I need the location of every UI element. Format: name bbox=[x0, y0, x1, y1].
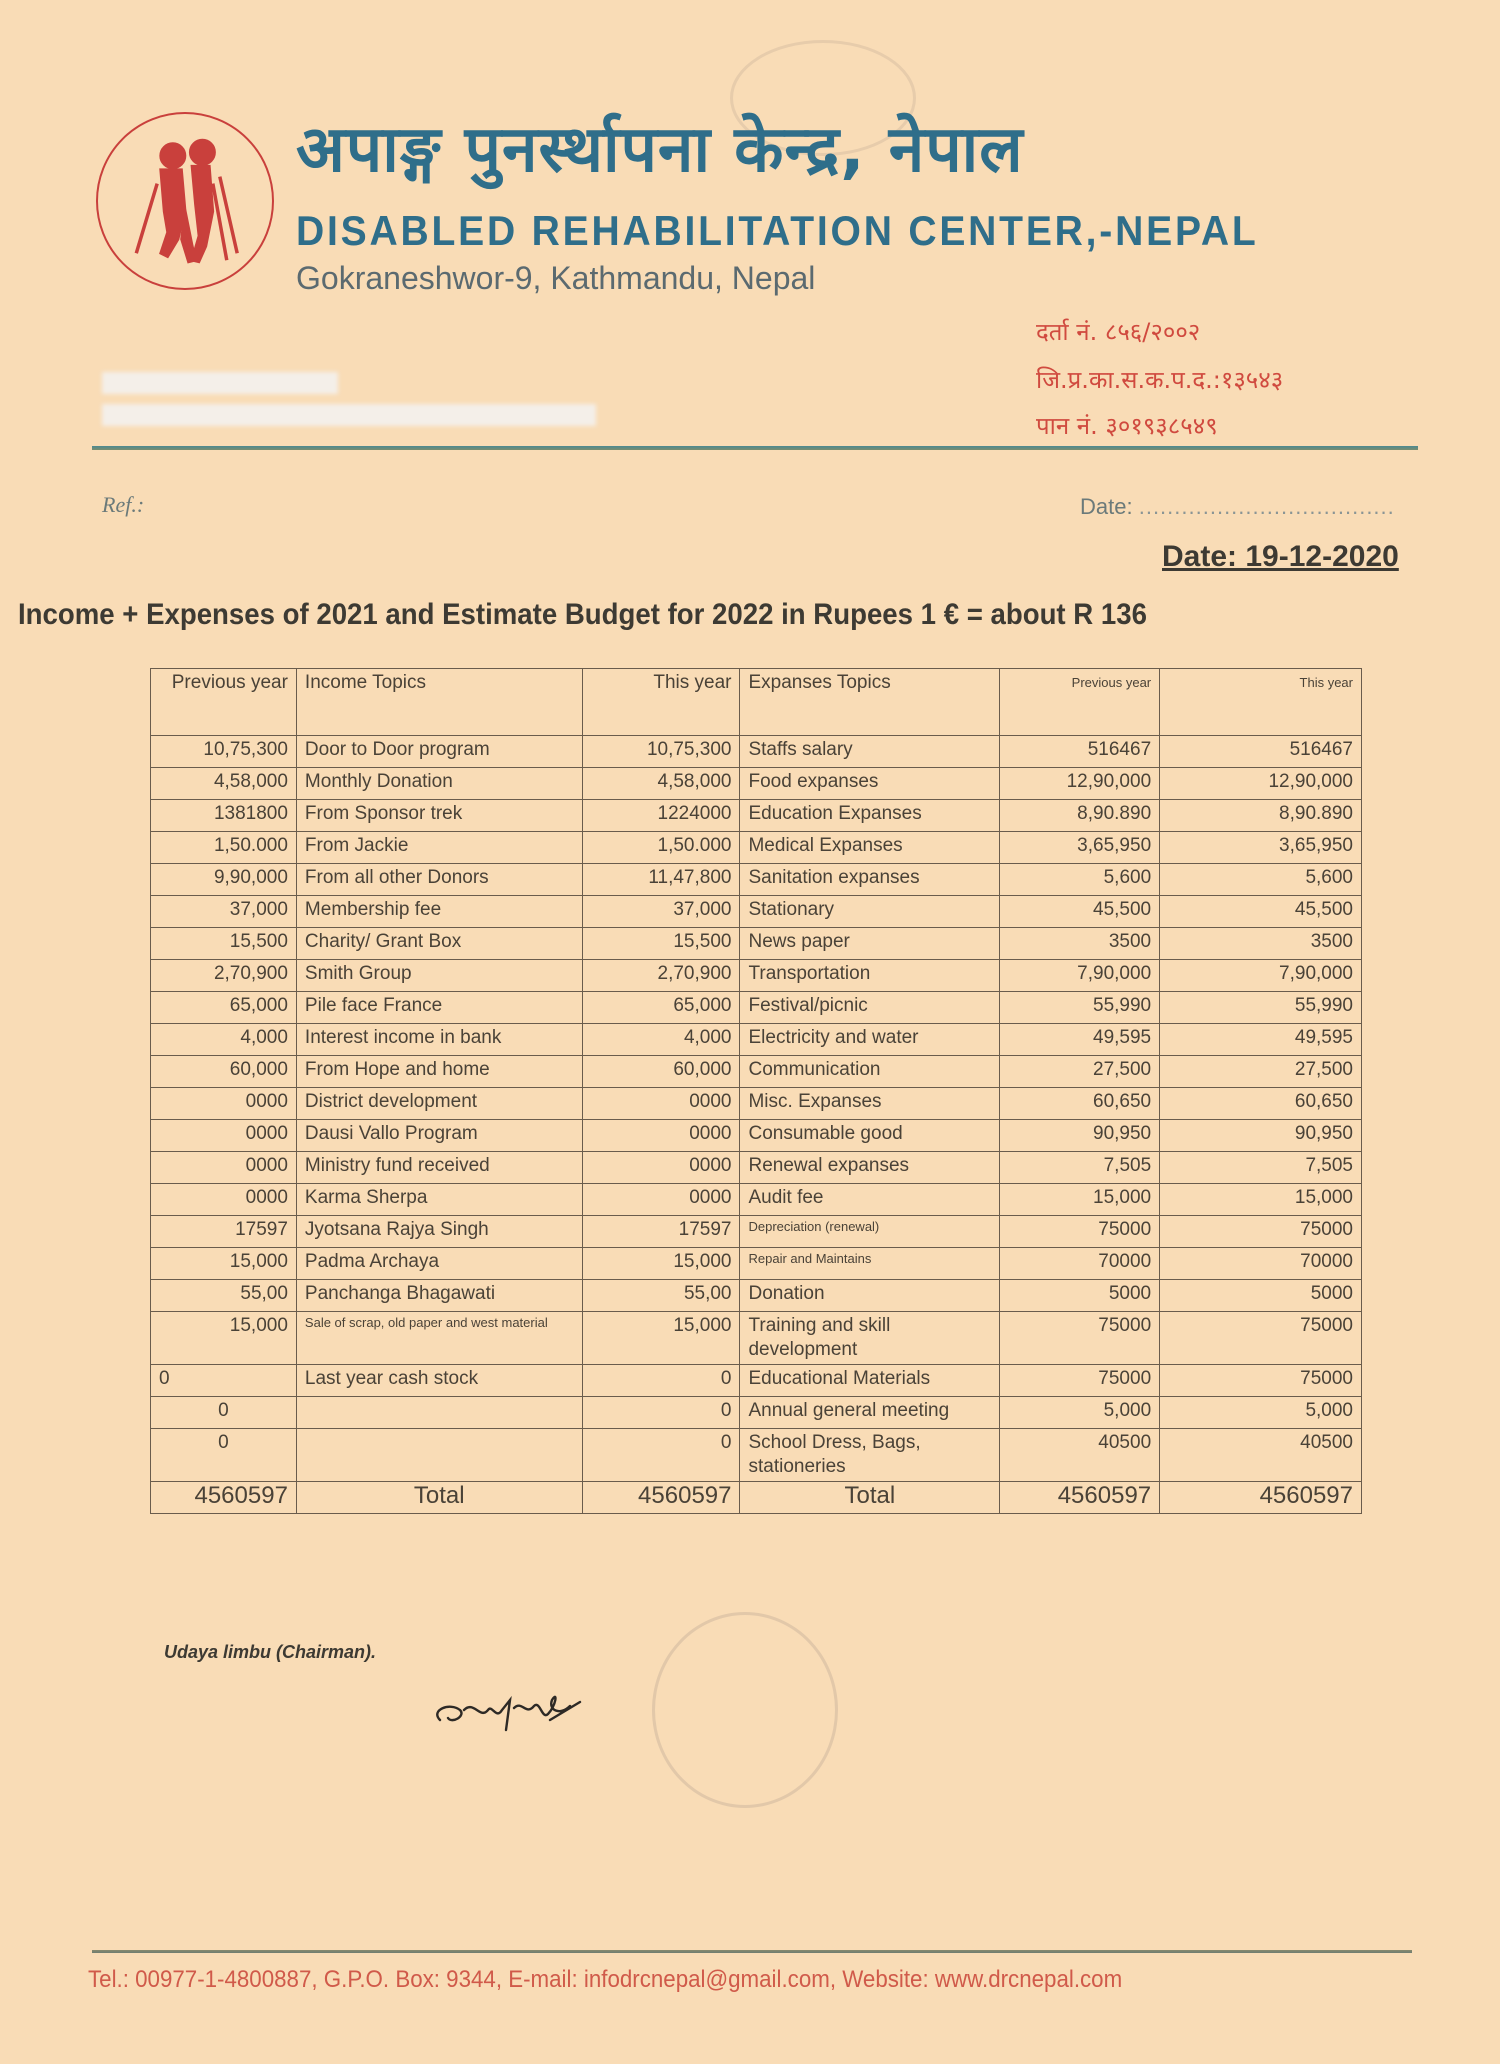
cell-income-this-year: 0000 bbox=[582, 1088, 740, 1120]
table-row bbox=[151, 736, 1362, 768]
cell-expense-this-year: 75000 bbox=[1160, 1216, 1362, 1248]
table-row bbox=[151, 896, 1362, 928]
cell-income-topic: Interest income in bank bbox=[296, 1024, 582, 1056]
cell-income-previous-year: 0 bbox=[151, 1397, 297, 1429]
cell-income-previous-year: 15,000 bbox=[151, 1248, 297, 1280]
cell-income-this-year: 55,00 bbox=[582, 1280, 740, 1312]
registration-line: जि.प्र.का.स.क.प.द.:१३५४३ bbox=[1036, 366, 1284, 394]
cell-income-previous-year: 65,000 bbox=[151, 992, 297, 1024]
cell-expense-this-year: 5000 bbox=[1160, 1280, 1362, 1312]
cell-expense-this-year: 49,595 bbox=[1160, 1024, 1362, 1056]
cell-expense-topic: Training and skill development bbox=[740, 1312, 1000, 1365]
cell-expense-this-year: 40500 bbox=[1160, 1429, 1362, 1482]
footer-contact: Tel.: 00977-1-4800887, G.P.O. Box: 9344, E-mail: infodrcnepal@gmail.com, Website: www.drcnepal.com bbox=[88, 1966, 1123, 1993]
cell-income-previous-year: 0 bbox=[151, 1429, 297, 1482]
cell-expense-topic: News paper bbox=[740, 928, 1000, 960]
table-row bbox=[151, 1152, 1362, 1184]
cell-expense-previous-year: 8,90.890 bbox=[1000, 800, 1160, 832]
cell-expense-topic: Sanitation expanses bbox=[740, 864, 1000, 896]
cell-expense-this-year: 70000 bbox=[1160, 1248, 1362, 1280]
faint-organization-stamp bbox=[652, 1612, 838, 1808]
cell-expense-previous-year: 70000 bbox=[1000, 1248, 1160, 1280]
cell-expense-this-year: 12,90,000 bbox=[1160, 768, 1362, 800]
cell-expense-previous-year: 45,500 bbox=[1000, 896, 1160, 928]
cell-expense-previous-year: 3500 bbox=[1000, 928, 1160, 960]
cell-income-this-year: 0000 bbox=[582, 1184, 740, 1216]
header-expenses-this-year: This year bbox=[1160, 669, 1362, 736]
cell-expense-this-year: 55,990 bbox=[1160, 992, 1362, 1024]
cell-expense-previous-year: 75000 bbox=[1000, 1365, 1160, 1397]
cell-income-topic: Padma Archaya bbox=[296, 1248, 582, 1280]
cell-expense-topic: Food expanses bbox=[740, 768, 1000, 800]
cell-income-this-year: 10,75,300 bbox=[582, 736, 740, 768]
cell-income-previous-year: 0000 bbox=[151, 1152, 297, 1184]
table-row bbox=[151, 1024, 1362, 1056]
cell-income-topic: From all other Donors bbox=[296, 864, 582, 896]
total-income-label: Total bbox=[296, 1482, 582, 1514]
cell-income-previous-year: 15,500 bbox=[151, 928, 297, 960]
cell-income-topic: Pile face France bbox=[296, 992, 582, 1024]
cell-expense-previous-year: 5,600 bbox=[1000, 864, 1160, 896]
cell-income-previous-year: 17597 bbox=[151, 1216, 297, 1248]
table-row bbox=[151, 1216, 1362, 1248]
cell-expense-previous-year: 3,65,950 bbox=[1000, 832, 1160, 864]
cell-income-topic: Karma Sherpa bbox=[296, 1184, 582, 1216]
cell-income-topic: From Jackie bbox=[296, 832, 582, 864]
handwritten-signature-icon bbox=[430, 1680, 600, 1755]
total-income-this: 4560597 bbox=[582, 1482, 740, 1514]
header-income-topics: Income Topics bbox=[296, 669, 582, 736]
cell-income-topic: Panchanga Bhagawati bbox=[296, 1280, 582, 1312]
table-row bbox=[151, 928, 1362, 960]
cell-expense-this-year: 3,65,950 bbox=[1160, 832, 1362, 864]
cell-income-this-year: 15,000 bbox=[582, 1312, 740, 1365]
cell-expense-previous-year: 7,90,000 bbox=[1000, 960, 1160, 992]
cell-expense-previous-year: 40500 bbox=[1000, 1429, 1160, 1482]
header-income-this-year: This year bbox=[582, 669, 740, 736]
cell-expense-topic: Staffs salary bbox=[740, 736, 1000, 768]
table-row bbox=[151, 1397, 1362, 1429]
cell-expense-topic: Depreciation (renewal) bbox=[740, 1216, 1000, 1248]
cell-income-topic: Ministry fund received bbox=[296, 1152, 582, 1184]
cell-income-this-year: 0000 bbox=[582, 1120, 740, 1152]
cell-expense-previous-year: 27,500 bbox=[1000, 1056, 1160, 1088]
table-header-row bbox=[151, 669, 1362, 736]
table-row bbox=[151, 1248, 1362, 1280]
table-row bbox=[151, 864, 1362, 896]
table-row bbox=[151, 1312, 1362, 1365]
table-row bbox=[151, 768, 1362, 800]
cell-expense-topic: Consumable good bbox=[740, 1120, 1000, 1152]
cell-income-previous-year: 0000 bbox=[151, 1088, 297, 1120]
table-row bbox=[151, 1056, 1362, 1088]
chairman-name: Udaya limbu (Chairman). bbox=[164, 1642, 377, 1662]
org-name-nepali: अपाङ्ग पुनर्स्थापना केन्द्र, नेपाल bbox=[296, 113, 1024, 187]
budget-table bbox=[150, 668, 1362, 1514]
cell-expense-this-year: 60,650 bbox=[1160, 1088, 1362, 1120]
cell-income-topic: Dausi Vallo Program bbox=[296, 1120, 582, 1152]
cell-income-topic: District development bbox=[296, 1088, 582, 1120]
cell-expense-topic: Stationary bbox=[740, 896, 1000, 928]
cell-expense-this-year: 8,90.890 bbox=[1160, 800, 1362, 832]
cell-income-this-year: 60,000 bbox=[582, 1056, 740, 1088]
cell-expense-previous-year: 5,000 bbox=[1000, 1397, 1160, 1429]
registration-line: दर्ता नं. ८५६/२००२ bbox=[1036, 318, 1201, 346]
cell-income-topic bbox=[296, 1429, 582, 1482]
cell-income-previous-year: 1381800 bbox=[151, 800, 297, 832]
cell-income-previous-year: 0000 bbox=[151, 1120, 297, 1152]
cell-expense-previous-year: 49,595 bbox=[1000, 1024, 1160, 1056]
cell-expense-this-year: 3500 bbox=[1160, 928, 1362, 960]
date-label: Date: bbox=[1080, 494, 1133, 519]
cell-income-this-year: 11,47,800 bbox=[582, 864, 740, 896]
cell-expense-previous-year: 7,505 bbox=[1000, 1152, 1160, 1184]
cell-income-topic: Smith Group bbox=[296, 960, 582, 992]
cell-income-previous-year: 4,000 bbox=[151, 1024, 297, 1056]
table-total-row bbox=[151, 1482, 1362, 1514]
table-row bbox=[151, 1184, 1362, 1216]
cell-income-this-year: 2,70,900 bbox=[582, 960, 740, 992]
cell-expense-topic: School Dress, Bags, stationeries bbox=[740, 1429, 1000, 1482]
cell-income-previous-year: 9,90,000 bbox=[151, 864, 297, 896]
cell-income-previous-year: 4,58,000 bbox=[151, 768, 297, 800]
disabled-people-crutches-icon bbox=[98, 114, 272, 288]
document-date: Date: 19-12-2020 bbox=[1162, 540, 1399, 573]
cell-expense-topic: Educational Materials bbox=[740, 1365, 1000, 1397]
cell-income-topic: Sale of scrap, old paper and west material bbox=[296, 1312, 582, 1365]
table-row bbox=[151, 800, 1362, 832]
cell-income-this-year: 37,000 bbox=[582, 896, 740, 928]
cell-income-previous-year: 0 bbox=[151, 1365, 297, 1397]
cell-income-previous-year: 2,70,900 bbox=[151, 960, 297, 992]
cell-income-this-year: 65,000 bbox=[582, 992, 740, 1024]
org-address: Gokraneshwor-9, Kathmandu, Nepal bbox=[296, 260, 816, 296]
cell-income-previous-year: 15,000 bbox=[151, 1312, 297, 1365]
cell-income-topic: Door to Door program bbox=[296, 736, 582, 768]
cell-income-this-year: 15,500 bbox=[582, 928, 740, 960]
date-field-printed bbox=[1080, 494, 1395, 520]
cell-income-this-year: 0 bbox=[582, 1397, 740, 1429]
table-row bbox=[151, 1429, 1362, 1482]
cell-expense-previous-year: 55,990 bbox=[1000, 992, 1160, 1024]
cell-income-previous-year: 1,50.000 bbox=[151, 832, 297, 864]
cell-income-this-year: 1,50.000 bbox=[582, 832, 740, 864]
cell-income-previous-year: 55,00 bbox=[151, 1280, 297, 1312]
cell-expense-topic: Repair and Maintains bbox=[740, 1248, 1000, 1280]
cell-expense-topic: Education Expanses bbox=[740, 800, 1000, 832]
footer-divider bbox=[92, 1950, 1412, 1953]
cell-expense-topic: Medical Expanses bbox=[740, 832, 1000, 864]
cell-income-this-year: 1224000 bbox=[582, 800, 740, 832]
cell-income-this-year: 15,000 bbox=[582, 1248, 740, 1280]
cell-income-this-year: 17597 bbox=[582, 1216, 740, 1248]
cell-expense-topic: Festival/picnic bbox=[740, 992, 1000, 1024]
table-row bbox=[151, 832, 1362, 864]
registration-line: पान नं. ३०१९३८५४९ bbox=[1036, 412, 1218, 440]
org-name-english: DISABLED REHABILITATION CENTER,-NEPAL bbox=[296, 207, 1259, 254]
org-logo-icon bbox=[96, 112, 274, 290]
cell-income-this-year: 0 bbox=[582, 1429, 740, 1482]
table-row bbox=[151, 992, 1362, 1024]
cell-expense-this-year: 90,950 bbox=[1160, 1120, 1362, 1152]
cell-income-topic: Last year cash stock bbox=[296, 1365, 582, 1397]
redacted-text bbox=[102, 372, 338, 394]
cell-expense-this-year: 7,90,000 bbox=[1160, 960, 1362, 992]
table-row bbox=[151, 1280, 1362, 1312]
cell-expense-this-year: 5,000 bbox=[1160, 1397, 1362, 1429]
cell-expense-previous-year: 12,90,000 bbox=[1000, 768, 1160, 800]
cell-expense-previous-year: 5000 bbox=[1000, 1280, 1160, 1312]
cell-expense-previous-year: 75000 bbox=[1000, 1216, 1160, 1248]
cell-expense-previous-year: 516467 bbox=[1000, 736, 1160, 768]
table-row bbox=[151, 1365, 1362, 1397]
table-row bbox=[151, 1120, 1362, 1152]
cell-expense-topic: Annual general meeting bbox=[740, 1397, 1000, 1429]
cell-expense-previous-year: 15,000 bbox=[1000, 1184, 1160, 1216]
cell-income-previous-year: 60,000 bbox=[151, 1056, 297, 1088]
cell-expense-this-year: 15,000 bbox=[1160, 1184, 1362, 1216]
date-placeholder: .................................... bbox=[1138, 494, 1395, 519]
cell-expense-topic: Donation bbox=[740, 1280, 1000, 1312]
cell-income-this-year: 4,000 bbox=[582, 1024, 740, 1056]
table-row bbox=[151, 1088, 1362, 1120]
cell-income-topic: Monthly Donation bbox=[296, 768, 582, 800]
header-expenses-previous-year: Previous year bbox=[1000, 669, 1160, 736]
cell-income-previous-year: 0000 bbox=[151, 1184, 297, 1216]
cell-income-this-year: 0000 bbox=[582, 1152, 740, 1184]
total-expenses-label: Total bbox=[740, 1482, 1000, 1514]
cell-income-previous-year: 10,75,300 bbox=[151, 736, 297, 768]
cell-income-topic: Membership fee bbox=[296, 896, 582, 928]
total-expenses-previous: 4560597 bbox=[1000, 1482, 1160, 1514]
cell-income-this-year: 4,58,000 bbox=[582, 768, 740, 800]
cell-income-topic: From Hope and home bbox=[296, 1056, 582, 1088]
header-divider bbox=[92, 446, 1418, 450]
cell-expense-this-year: 7,505 bbox=[1160, 1152, 1362, 1184]
cell-income-topic: Jyotsana Rajya Singh bbox=[296, 1216, 582, 1248]
cell-income-this-year: 0 bbox=[582, 1365, 740, 1397]
header-income-previous-year: Previous year bbox=[151, 669, 297, 736]
total-income-previous: 4560597 bbox=[151, 1482, 297, 1514]
cell-expense-previous-year: 60,650 bbox=[1000, 1088, 1160, 1120]
cell-expense-topic: Transportation bbox=[740, 960, 1000, 992]
cell-expense-this-year: 75000 bbox=[1160, 1365, 1362, 1397]
cell-expense-previous-year: 90,950 bbox=[1000, 1120, 1160, 1152]
ref-label: Ref.: bbox=[102, 492, 145, 517]
cell-income-topic: Charity/ Grant Box bbox=[296, 928, 582, 960]
cell-income-previous-year: 37,000 bbox=[151, 896, 297, 928]
cell-income-topic: From Sponsor trek bbox=[296, 800, 582, 832]
table-row bbox=[151, 960, 1362, 992]
redacted-text bbox=[102, 404, 596, 426]
cell-expense-this-year: 75000 bbox=[1160, 1312, 1362, 1365]
cell-expense-this-year: 45,500 bbox=[1160, 896, 1362, 928]
cell-expense-previous-year: 75000 bbox=[1000, 1312, 1160, 1365]
cell-expense-this-year: 5,600 bbox=[1160, 864, 1362, 896]
cell-income-topic bbox=[296, 1397, 582, 1429]
cell-expense-topic: Electricity and water bbox=[740, 1024, 1000, 1056]
header-expenses-topics: Expanses Topics bbox=[740, 669, 1000, 736]
cell-expense-this-year: 516467 bbox=[1160, 736, 1362, 768]
document-title: Income + Expenses of 2021 and Estimate Budget for 2022 in Rupees 1 € = about R 136 bbox=[18, 598, 1147, 631]
cell-expense-topic: Renewal expanses bbox=[740, 1152, 1000, 1184]
cell-expense-this-year: 27,500 bbox=[1160, 1056, 1362, 1088]
cell-expense-topic: Misc. Expanses bbox=[740, 1088, 1000, 1120]
cell-expense-topic: Communication bbox=[740, 1056, 1000, 1088]
total-expenses-this: 4560597 bbox=[1160, 1482, 1362, 1514]
cell-expense-topic: Audit fee bbox=[740, 1184, 1000, 1216]
